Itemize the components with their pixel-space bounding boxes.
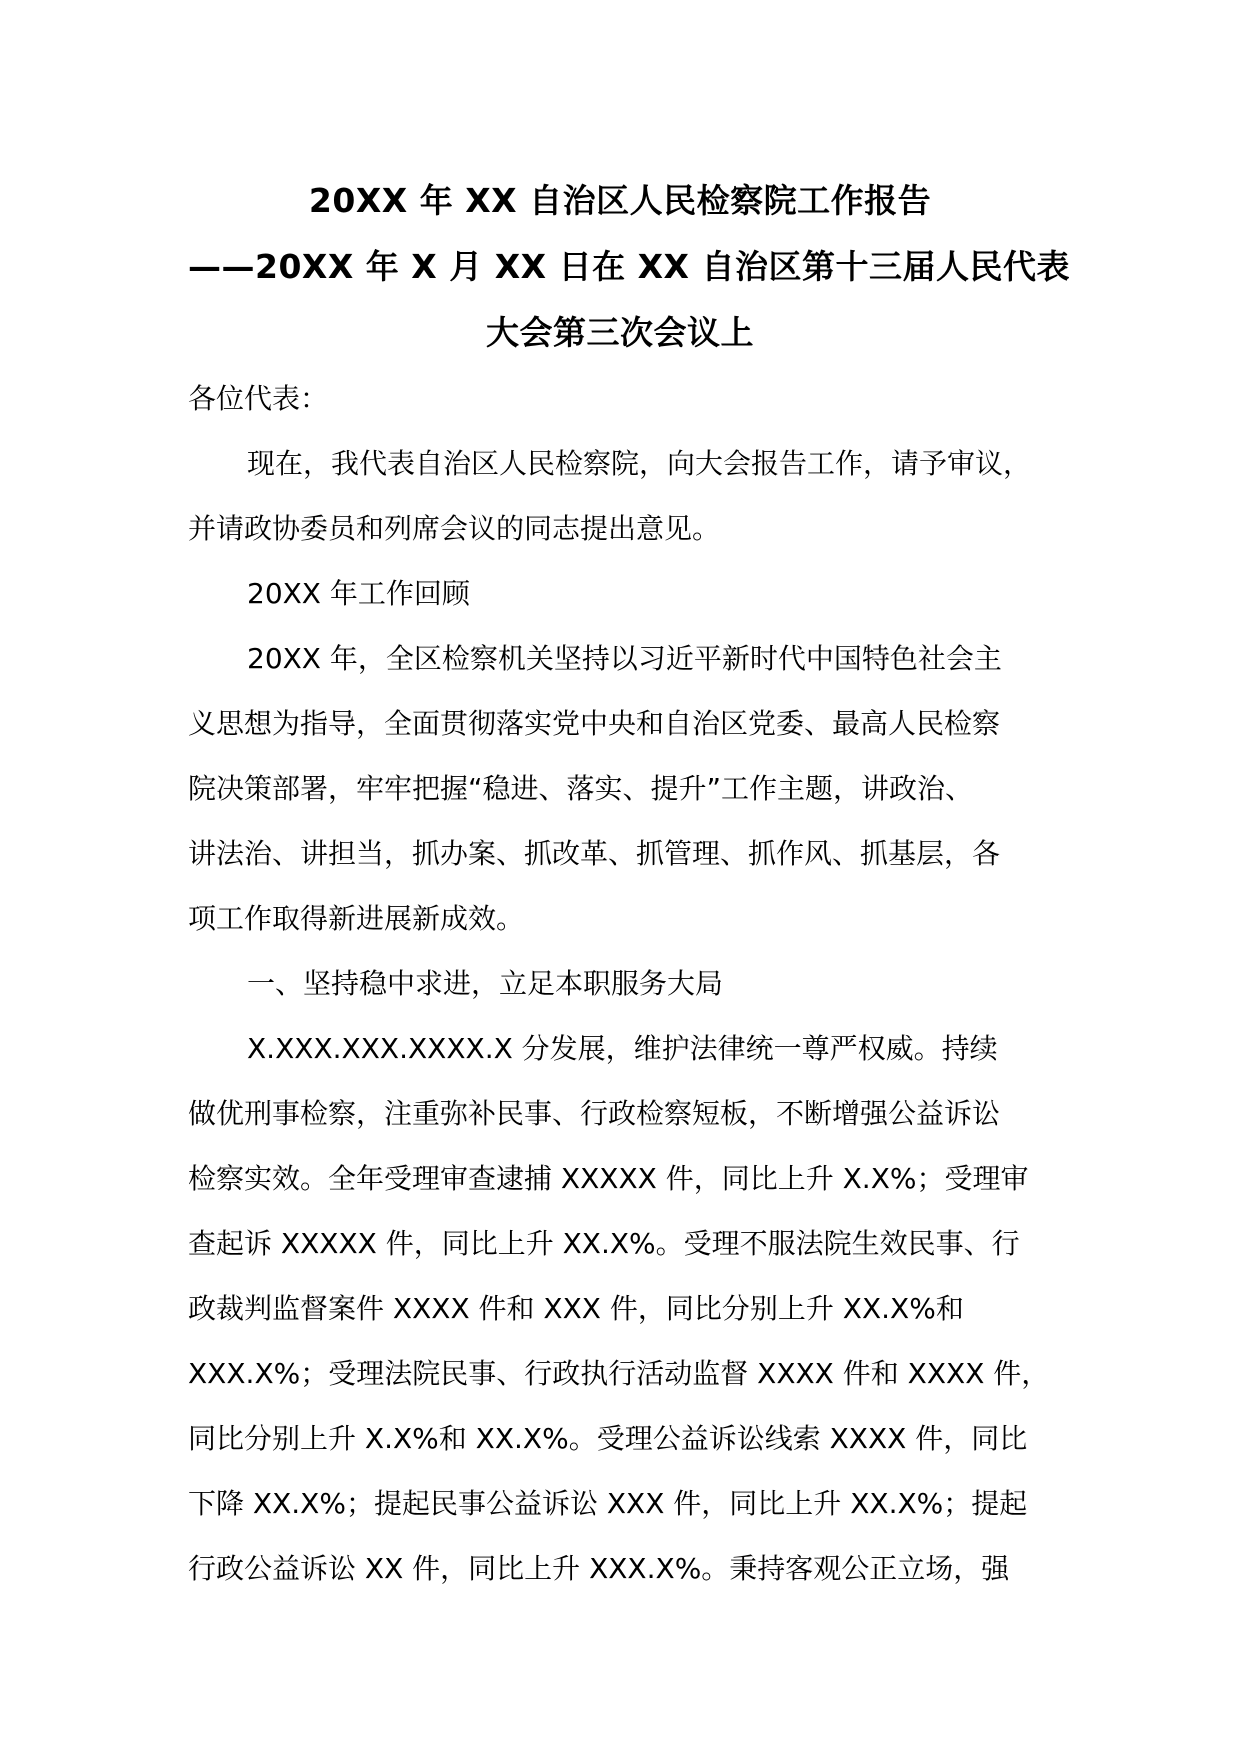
section1-heading: 一、坚持稳中求进，立足本职服务大局 [247, 967, 724, 1000]
title-line-3: 大会第三次会议上 [486, 313, 754, 352]
title-line-1: 20XX 年 XX 自治区人民检察院工作报告 [308, 181, 932, 220]
section1-paragraph-line: XXX.X%；受理法院民事、行政执行活动监督 XXXX 件和 XXXX 件， [188, 1357, 1050, 1390]
section1-paragraph-line: 下降 XX.X%；提起民事公益诉讼 XXX 件，同比上升 XX.X%；提起 [188, 1487, 1028, 1520]
section1-paragraph-line: 检察实效。全年受理审查逮捕 XXXXX 件，同比上升 X.X%；受理审 [188, 1162, 1029, 1195]
document-title [188, 168, 1070, 366]
intro-line: 并请政协委员和列席会议的同志提出意见。 [188, 512, 721, 545]
section1-paragraph-line: 做优刑事检察，注重弥补民事、行政检察短板，不断增强公益诉讼 [188, 1097, 1001, 1130]
review-paragraph-line: 讲法治、讲担当，抓办案、抓改革、抓管理、抓作风、抓基层，各 [188, 837, 1001, 870]
title-line-2: ——20XX 年 X 月 XX 日在 XX 自治区第十三届人民代表 [188, 247, 1070, 286]
review-heading: 20XX 年工作回顾 [247, 577, 470, 610]
section1-paragraph-line: 政裁判监督案件 XXXX 件和 XXX 件，同比分别上升 XX.X%和 [188, 1292, 964, 1325]
intro-line: 现在，我代表自治区人民检察院，向大会报告工作，请予审议， [247, 447, 1032, 480]
section1-paragraph-line: 同比分别上升 X.X%和 XX.X%。受理公益诉讼线索 XXXX 件，同比 [188, 1422, 1028, 1455]
section1-paragraph-line: 行政公益诉讼 XX 件，同比上升 XXX.X%。秉持客观公正立场，强 [188, 1552, 1010, 1585]
salutation: 各位代表： [188, 382, 329, 415]
review-paragraph-line: 义思想为指导，全面贯彻落实党中央和自治区党委、最高人民检察 [188, 707, 1001, 740]
document-body [188, 366, 1088, 1601]
section1-paragraph-line: X.XXX.XXX.XXXX.X 分发展，维护法律统一尊严权威。持续 [247, 1032, 998, 1065]
review-paragraph-line: 20XX 年，全区检察机关坚持以习近平新时代中国特色社会主 [247, 642, 1002, 675]
section1-paragraph-line: 查起诉 XXXXX 件，同比上升 XX.X%。受理不服法院生效民事、行 [188, 1227, 1020, 1260]
review-paragraph-line: 院决策部署，牢牢把握“稳进、落实、提升”工作主题，讲政治、 [188, 772, 974, 805]
review-paragraph-line: 项工作取得新进展新成效。 [188, 902, 525, 935]
